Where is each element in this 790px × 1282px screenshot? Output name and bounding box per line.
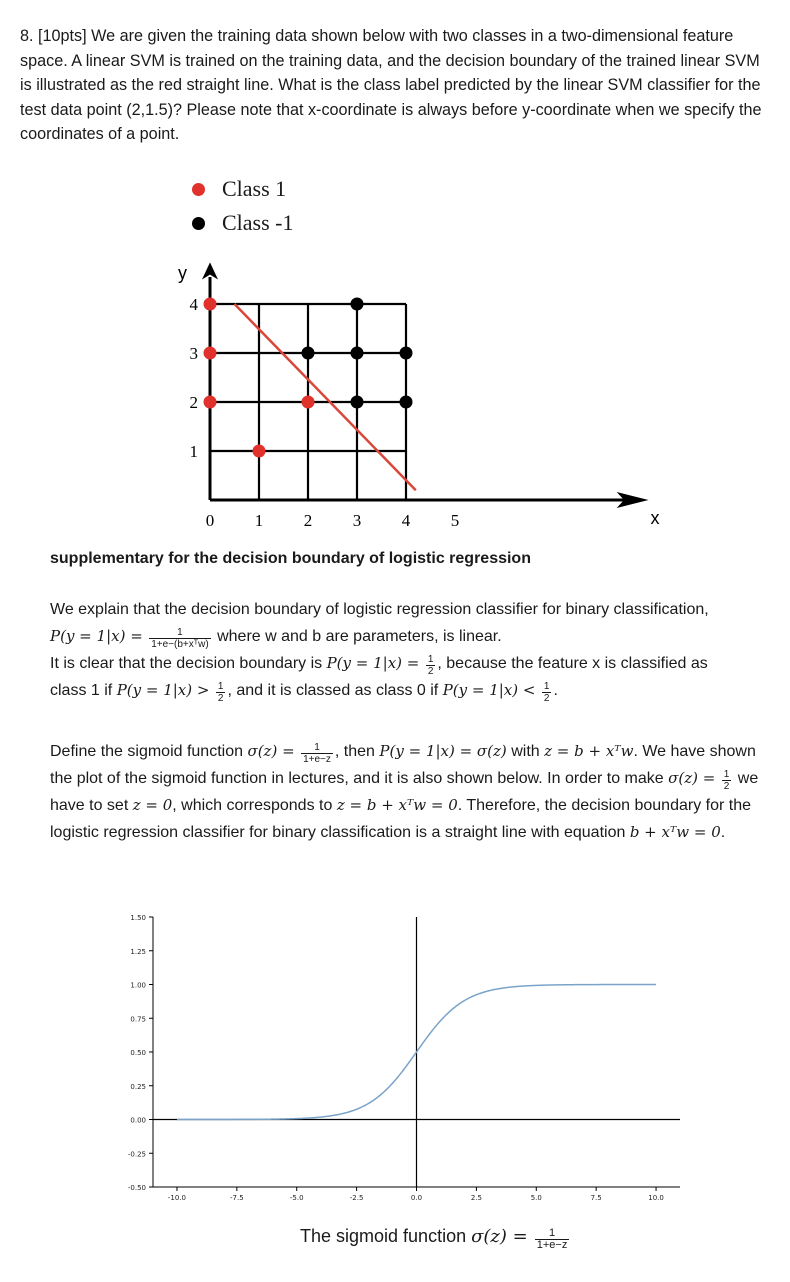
p4-formula-2: P(y = 1|x) = σ(z) — [379, 742, 507, 760]
x-tick-label: 5 — [450, 511, 460, 530]
y-tick-label: 0.50 — [130, 1049, 146, 1057]
x-tick-label: 1 — [254, 511, 264, 530]
class1-point — [204, 298, 217, 311]
x-tick-label: 0.0 — [410, 1194, 423, 1202]
x-tick-label: -7.5 — [230, 1194, 244, 1202]
y-tick-label: 1.00 — [130, 981, 146, 990]
y-tick-label: 1 — [189, 442, 198, 461]
class1-point — [204, 396, 217, 409]
supplement-paragraph-2: Define the sigmoid function σ(z) = $\frac{1}{1+e-z}$ , then P(y = 1|x) = σ(z) with z = b + xᵀw. We have shown the plot of the sigmoid function in lectures, and it is also shown below. In order to make σ(z) = $\frac{1}{2}$ we have to set z = 0, which corresponds to z = b + xᵀw = 0. Therefore, the decision boundary for the logistic regression classifier for binary classification is a straight line with equation b + xᵀw = 0. — [50, 741, 759, 841]
class-neg1-point — [400, 396, 413, 409]
y-tick-label: 4 — [189, 295, 198, 314]
svm-training-plot — [160, 255, 660, 535]
x-tick-label: 10.0 — [648, 1194, 664, 1202]
p1-frac-den: 1+e−(b+xᵀw) — [151, 638, 209, 650]
y-axis-label: y — [178, 263, 187, 284]
red-dot-icon — [192, 183, 205, 196]
legend-label-class1: Class 1 — [222, 176, 287, 201]
x-tick-label: 7.5 — [590, 1194, 602, 1202]
caption-fraction: $\frac{1}{1+e-z}$ — [536, 1227, 568, 1252]
class1-point — [302, 396, 315, 409]
p2-text-b: , because the feature x is classified as — [437, 655, 708, 672]
class-neg1-point — [351, 396, 364, 409]
p3-formula-1: P(y = 1|x) > — [116, 681, 210, 699]
p4-formula-5: z = 0 — [132, 796, 173, 814]
p4-formula-7: b + xᵀw = 0 — [629, 823, 721, 841]
class1-point — [253, 445, 266, 458]
question-text: 8. [10pts] We are given the training data shown below with two classes in a two-dimensional feature space. A linear SVM is trained on the training data, and the decision boundary of the trained linear SVM is illustrated as the red straight line. What is the class label predicted by the linear SVM classifier for the test data point (2,1.5)? Please note that x-coordinate is always before y-coordinate when we specify the coordinates of a point. — [20, 27, 762, 143]
y-tick-label: -0.25 — [127, 1150, 146, 1159]
p4-formula-3: z = b + xᵀw — [544, 742, 634, 760]
y-tick-label: 1.25 — [130, 947, 146, 956]
p4-text-a: Define the sigmoid function — [50, 743, 248, 760]
x-axis-label: x — [650, 508, 660, 528]
half-fraction: $\frac{1}{2}$ — [217, 680, 224, 704]
x-tick-label: -10.0 — [167, 1194, 187, 1202]
caption-formula: σ(z) = — [471, 1226, 528, 1247]
p3-formula-2: P(y = 1|x) < — [442, 681, 536, 699]
sigmoid-chart — [100, 900, 700, 1205]
x-tick-label: 2.5 — [470, 1194, 482, 1202]
x-tick-label: 5.0 — [530, 1194, 542, 1202]
p1-fraction — [149, 627, 210, 650]
class-neg1-point — [400, 347, 413, 360]
class-neg1-point — [351, 298, 364, 311]
sigmoid-caption — [300, 1226, 571, 1251]
supplement-paragraph-1: We explain that the decision boundary of logistic regression classifier for binary classification, P(y = 1|x) = $\frac{1}{\text{1+e−(b+xᵀw)}}$ where w and b are parameters, is linear. It is clear that the decision boundary is P(y = 1|x) = $\frac{1}{2}$ , because the feature x is classified as class 1 if P(y = 1|x) > $\frac{1}{2}$ , and it is classed as class 0 if P(y = 1|x) < $\frac{1}{2}$ . — [50, 601, 709, 704]
half-fraction: $\frac{1}{2}$ — [723, 768, 730, 792]
p4-formula-1: σ(z) = — [247, 742, 295, 760]
x-tick-label: 2 — [303, 511, 313, 530]
p1-text: We explain that the decision boundary of logistic regression classifier for binary classification, — [50, 601, 709, 618]
p4-formula-6: z = b + xᵀw = 0 — [336, 796, 458, 814]
class1-point — [204, 347, 217, 360]
y-tick-label: 0.25 — [130, 1082, 146, 1091]
p4-formula-4: σ(z) = — [668, 769, 716, 787]
x-tick-label: -5.0 — [289, 1194, 304, 1202]
sigmoid-fraction: $\frac{1}{1+e-z}$ — [303, 741, 331, 765]
x-tick-label: 4 — [401, 511, 411, 530]
legend-item-class1 — [192, 172, 294, 206]
y-tick-label: -0.50 — [127, 1184, 146, 1192]
class-neg1-point — [302, 347, 315, 360]
half-fraction: $\frac{1}{2}$ — [427, 653, 434, 677]
supplement-title: supplementary for the decision boundary of logistic regression — [50, 550, 531, 567]
class-neg1-point — [351, 347, 364, 360]
legend — [192, 172, 294, 240]
y-tick-label: 3 — [189, 344, 198, 363]
legend-item-class-neg1 — [192, 206, 294, 240]
p1-tail: where w and b are parameters, is linear. — [212, 628, 502, 645]
p2-text-a: It is clear that the decision boundary is — [50, 655, 327, 672]
y-tick-label: 1.50 — [130, 914, 146, 922]
y-tick-label: 2 — [189, 393, 198, 412]
p3-text-a: class 1 if — [50, 682, 117, 699]
legend-label-class-neg1: Class -1 — [222, 210, 294, 235]
p1-formula: P(y = 1|x) = — [50, 627, 143, 645]
y-tick-label: 0.75 — [130, 1015, 146, 1024]
p1-frac-num: 1 — [177, 626, 183, 638]
p3-text-b: , and it is classed as class 0 if — [227, 682, 443, 699]
p2-formula: P(y = 1|x) = — [326, 654, 420, 672]
svm-decision-boundary — [235, 304, 416, 490]
y-axis-arrow-icon — [202, 262, 218, 279]
x-tick-label: 3 — [352, 511, 362, 530]
black-dot-icon — [192, 217, 205, 230]
y-tick-label: 0.00 — [130, 1116, 146, 1125]
caption-text: The sigmoid function — [300, 1226, 472, 1246]
x-tick-label: -2.5 — [349, 1194, 364, 1202]
question-block — [20, 24, 772, 147]
half-fraction: $\frac{1}{2}$ — [543, 680, 550, 704]
x-tick-label: 0 — [205, 511, 215, 530]
